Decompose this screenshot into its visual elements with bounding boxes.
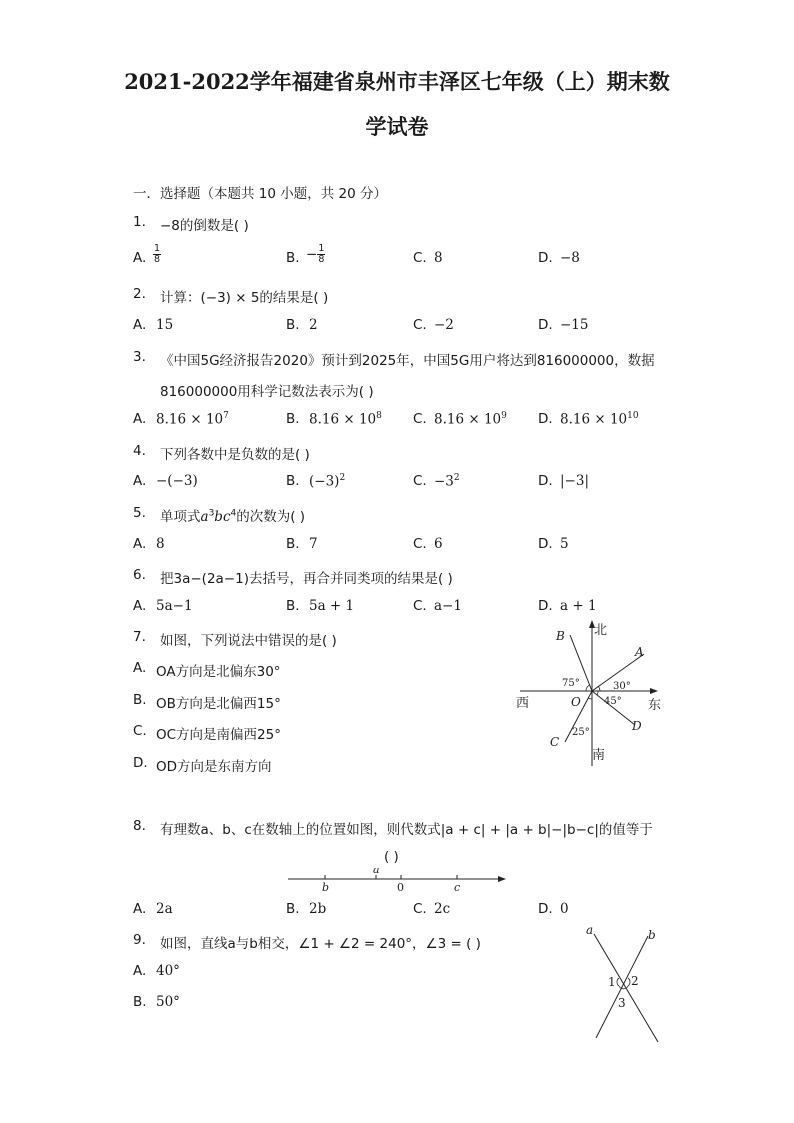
paper-title-line2: 学试卷 [365, 114, 429, 139]
q9-option-a: 40° [156, 963, 180, 979]
q1-option-d: −8 [560, 250, 580, 266]
q7-option-a: OA方向是北偏东30° [156, 664, 281, 680]
label-a: A [635, 645, 644, 659]
q5-label-c: C. [413, 536, 427, 552]
q3-text-line1: 《中国5G经济报告2020》预计到2025年，中国5G用户将达到816000000，数据 [160, 353, 655, 369]
q4-label-b: B. [286, 473, 300, 489]
east-arrowhead [650, 688, 658, 694]
q2-label-b: B. [286, 317, 300, 333]
q3-b-exponent: 8 [376, 411, 382, 421]
q7-label-c: C. [133, 723, 147, 739]
q8-label-d: D. [538, 901, 553, 917]
q2-option-a: 15 [156, 317, 174, 333]
q9-intersecting-lines-figure [582, 922, 666, 1044]
label-north: 北 [594, 623, 608, 638]
q3-label-c: C. [413, 411, 427, 427]
q1-a-denominator: 8 [154, 254, 161, 265]
q2-option-d: −15 [560, 317, 589, 333]
q4-b-exponent: 2 [339, 473, 346, 483]
label-angle-30: 30° [613, 681, 631, 692]
q8-label-b: B. [286, 901, 300, 917]
q4-option-a: −(−3) [156, 473, 198, 489]
q4-label-d: D. [538, 473, 553, 489]
angle-arc-75 [586, 685, 590, 691]
q1-number: 1. [133, 214, 146, 230]
q8-number: 8. [133, 818, 146, 834]
label-angle-25: 25° [572, 727, 590, 738]
label-east: 东 [648, 698, 662, 713]
q4-c-base: −3 [434, 473, 454, 490]
angle-arc-1 [617, 978, 619, 986]
q8-option-b: 2b [309, 901, 327, 917]
label-d: D [632, 719, 642, 733]
q5-option-d: 5 [560, 536, 569, 552]
q4-c-exponent: 2 [453, 473, 460, 483]
q7-option-c: OC方向是南偏西25° [156, 727, 281, 743]
label-west: 西 [516, 696, 530, 711]
q3-c-base: 8.16 × 10 [434, 411, 502, 428]
label-c: C [550, 735, 560, 749]
q7-number: 7. [133, 629, 146, 645]
q1-b-numerator: 1 [318, 243, 325, 254]
q1-text: −8的倒数是( ) [160, 218, 249, 234]
q2-label-a: A. [133, 317, 147, 333]
q5-text-pre: 单项式 [160, 509, 201, 525]
q3-d-base: 8.16 × 10 [560, 411, 628, 428]
label-angle-1: 1 [608, 975, 616, 989]
tick-label-b: b [322, 881, 330, 894]
q1-option-b [306, 244, 325, 265]
q8-text: 有理数a、b、c在数轴上的位置如图，则代数式|a + c| + |a + b|−|b−c|的值等于 [160, 822, 653, 838]
number-line-arrowhead [498, 876, 506, 882]
q5-option-a: 8 [156, 536, 165, 552]
q1-option-a [153, 244, 161, 265]
q2-label-c: C. [413, 317, 427, 333]
q3-d-exponent: 10 [627, 411, 639, 421]
q9-number: 9. [133, 932, 146, 948]
q4-label-c: C. [413, 473, 427, 489]
tick-label-a: a [373, 868, 380, 876]
q3-a-exponent: 7 [223, 411, 229, 421]
label-line-a: a [586, 923, 594, 937]
q5-mono-a-exp: 3 [208, 508, 215, 519]
q4-text: 下列各数中是负数的是( ) [160, 447, 310, 463]
q2-number: 2. [133, 286, 146, 302]
q5-label-a: A. [133, 536, 147, 552]
tick-label-c: c [454, 881, 461, 894]
q1-label-c: C. [413, 250, 427, 266]
q9-label-b: B. [133, 994, 147, 1010]
q3-a-base: 8.16 × 10 [156, 411, 224, 428]
q3-label-b: B. [286, 411, 300, 427]
q5-text-post: 的次数为( ) [236, 509, 306, 525]
q9-label-a: A. [133, 963, 147, 979]
q4-number: 4. [133, 443, 146, 459]
q6-option-a: 5a−1 [156, 598, 193, 614]
q3-label-d: D. [538, 411, 553, 427]
q4-option-c [434, 473, 460, 490]
label-south: 南 [592, 748, 606, 763]
q7-label-a: A. [133, 660, 147, 676]
q3-option-d [560, 411, 639, 428]
q5-option-c: 6 [434, 536, 443, 552]
q5-mono-a: a [200, 509, 209, 525]
q8-number-line [284, 868, 510, 894]
paper-title-line1: 2021-2022学年福建省泉州市丰泽区七年级（上）期末数 [124, 69, 670, 94]
q2-text: 计算：(−3) × 5的结果是( ) [160, 290, 329, 306]
q7-text: 如图，下列说法中错误的是( ) [160, 633, 337, 649]
q6-label-c: C. [413, 598, 427, 614]
q3-option-a [156, 411, 229, 428]
q7-compass-figure [512, 618, 672, 766]
q3-option-b [309, 411, 382, 428]
q5-text [160, 505, 305, 525]
q4-label-a: A. [133, 473, 147, 489]
q2-label-d: D. [538, 317, 553, 333]
q1-label-b: B. [286, 250, 300, 266]
q8-label-c: C. [413, 901, 427, 917]
q6-label-b: B. [286, 598, 300, 614]
q1-option-c: 8 [434, 250, 443, 266]
q5-label-b: B. [286, 536, 300, 552]
q8-option-d: 0 [560, 901, 569, 917]
q8-label-a: A. [133, 901, 147, 917]
q1-label-a: A. [133, 250, 147, 266]
q3-option-c [434, 411, 507, 428]
tick-label-zero: 0 [397, 881, 404, 894]
label-line-b: b [648, 928, 656, 942]
q3-label-a: A. [133, 411, 147, 427]
q5-option-b: 7 [309, 536, 318, 552]
q5-label-d: D. [538, 536, 553, 552]
q4-option-b [309, 473, 345, 490]
q6-number: 6. [133, 567, 146, 583]
q9-text: 如图，直线a与b相交，∠1 + ∠2 = 240°，∠3 = ( ) [160, 936, 481, 952]
angle-arc-25 [588, 698, 592, 699]
q8-option-c: 2c [434, 901, 451, 917]
q3-c-exponent: 9 [501, 411, 507, 421]
q7-label-b: B. [133, 692, 147, 708]
q3-b-base: 8.16 × 10 [309, 411, 377, 428]
q6-option-d: a + 1 [560, 598, 597, 614]
angle-arc-30 [598, 686, 600, 691]
label-b: B [556, 629, 565, 643]
q2-option-c: −2 [434, 317, 454, 333]
q8-option-a: 2a [156, 901, 173, 917]
q7-option-b: OB方向是北偏西15° [156, 696, 281, 712]
q6-text: 把3a−(2a−1)去括号，再合并同类项的结果是( ) [160, 571, 453, 587]
q6-option-c: a−1 [434, 598, 462, 614]
q1-b-denominator: 8 [318, 254, 325, 265]
q6-label-d: D. [538, 598, 553, 614]
label-angle-45: 45° [604, 696, 622, 707]
label-angle-2: 2 [631, 974, 639, 988]
angle-arc-45 [597, 691, 598, 695]
label-o: O [571, 695, 581, 709]
q1-label-d: D. [538, 250, 553, 266]
q1-a-numerator: 1 [154, 243, 161, 254]
q6-label-a: A. [133, 598, 147, 614]
q8-answer-paren: ( ) [384, 849, 399, 865]
q5-number: 5. [133, 505, 146, 521]
q1-b-sign: − [306, 246, 318, 263]
q4-b-base: (−3) [309, 473, 340, 490]
q5-mono-bc: bc [214, 509, 231, 525]
q6-option-b: 5a + 1 [309, 598, 355, 614]
q4-option-d: |−3| [560, 473, 589, 489]
q3-text-line2: 816000000用科学记数法表示为( ) [160, 384, 374, 400]
q7-option-d: OD方向是东南方向 [156, 759, 272, 775]
section-heading: 一．选择题（本题共 10 小题，共 20 分） [133, 186, 388, 202]
q5-mono-c-exp: 4 [230, 508, 237, 519]
q3-number: 3. [133, 349, 146, 365]
label-angle-3: 3 [618, 996, 626, 1010]
q9-option-b: 50° [156, 994, 180, 1010]
q7-label-d: D. [133, 755, 148, 771]
label-angle-75: 75° [562, 678, 580, 689]
angle-arc-2 [628, 978, 630, 986]
q2-option-b: 2 [309, 317, 318, 333]
